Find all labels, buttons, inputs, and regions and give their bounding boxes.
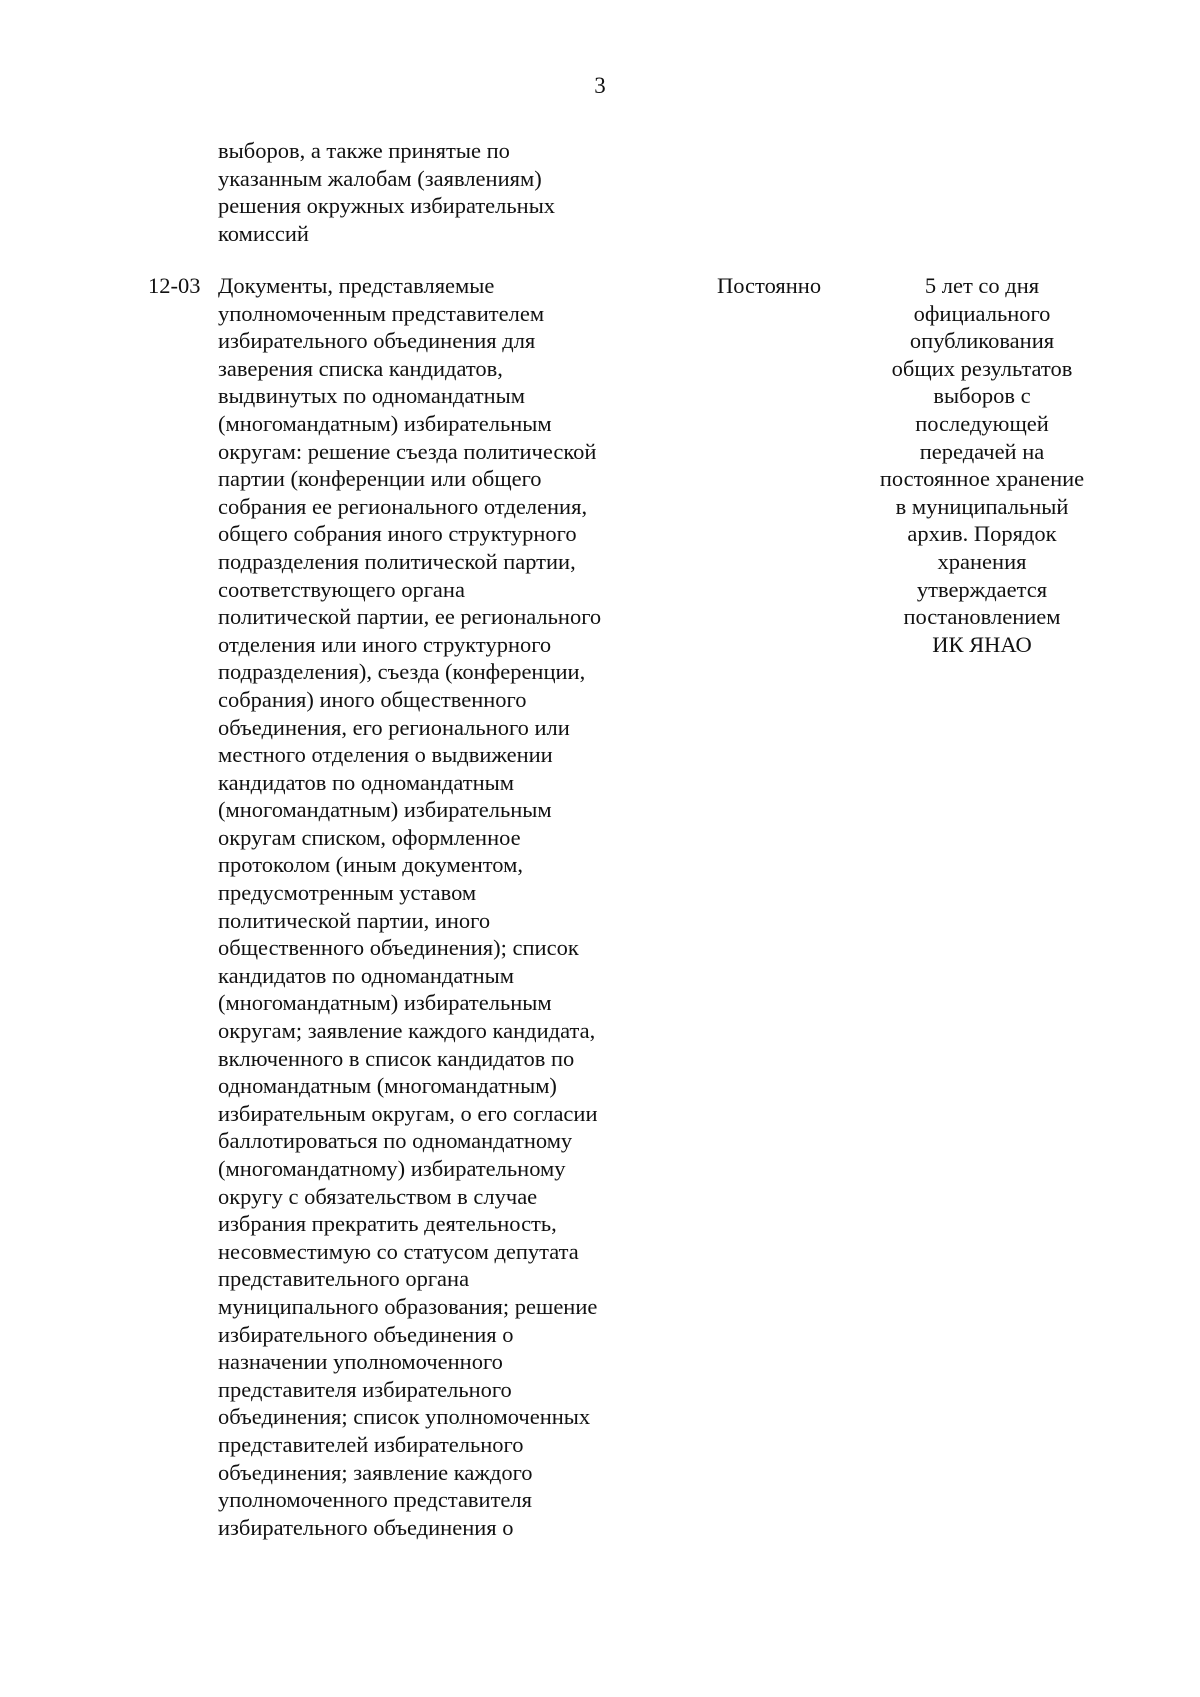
description-line: избирательного объединения для [218,328,536,354]
note-line: выборов с [933,383,1031,409]
description-line: избрания прекратить деятельность, [218,1211,557,1237]
description-line: объединения; список уполномоченных [218,1404,591,1430]
description-line: протоколом (иным документом, [218,852,523,878]
description-line: муниципального образования; решение [218,1293,598,1319]
description-line: назначении уполномоченного [218,1349,503,1375]
description-line: включенного в список кандидатов по [218,1045,575,1071]
description-line: выдвинутых по одномандатным [218,383,525,409]
description-line: политической партии, ее регионального [218,604,602,630]
note-line: общих результатов [891,355,1073,381]
note-line: передачей на [919,438,1045,464]
note-line: хранения [937,548,1027,574]
description-line: одномандатным (многомандатным) [218,1073,557,1099]
description-line: представительного органа [218,1266,470,1292]
description-line: соответствующего органа [218,576,465,602]
description-line: выборов, а также принятые по [218,138,510,163]
description-line: (многомандатным) избирательным [218,410,552,436]
description-line: собрания ее регионального отделения, [218,493,588,519]
description-line: общего собрания иного структурного [218,521,577,547]
note-line: последующей [915,410,1049,436]
row-description [218,272,658,1541]
description-line: избирательным округам, о его согласии [218,1100,598,1126]
description-line: указанным жалобам (заявлениям) [218,165,542,191]
description-line: несовместимую со статусом депутата [218,1238,579,1264]
description-line: баллотироваться по одномандатному [218,1128,573,1154]
description-line: собрания) иного общественного [218,686,527,712]
description-line: решения окружных избирательных [218,193,556,219]
description-line: политической партии, иного [218,907,491,933]
description-line: кандидатов по одномандатным [218,962,515,988]
note-line: ИК ЯНАО [932,631,1032,657]
description-line: избирательного объединения о [218,1321,514,1347]
row-code: 12-03 [148,273,201,298]
description-line: уполномоченного представителя [218,1487,532,1513]
description-line: местного отделения о выдвижении [218,742,553,768]
description-line: избирательного объединения о [218,1514,514,1540]
description-line: округам; заявление каждого кандидата, [218,1018,596,1044]
description-line: (многомандатным) избирательным [218,797,552,823]
description-line: округу с обязательством в случае [218,1183,538,1209]
description-line: представителей избирательного [218,1431,524,1457]
previous-row-description [218,137,658,247]
description-line: представителя избирательного [218,1376,512,1402]
row-note [862,272,1102,658]
note-line: архив. Порядок [907,521,1057,547]
description-line: округам списком, оформленное [218,824,521,850]
description-line: округам: решение съезда политической [218,438,597,464]
description-line: предусмотренным уставом [218,880,477,906]
note-line: официального [913,300,1051,326]
description-line: заверения списка кандидатов, [218,355,503,381]
note-line: постановлением [903,604,1061,630]
description-line: объединения; заявление каждого [218,1459,533,1485]
note-line: в муниципальный [895,493,1069,519]
description-line: объединения, его регионального или [218,714,570,740]
note-line: 5 лет со дня [924,273,1040,298]
description-line: (многомандатному) избирательному [218,1156,566,1181]
description-line: комиссий [218,220,309,246]
description-line: кандидатов по одномандатным [218,769,515,795]
row-storage-term: Постоянно [717,273,822,298]
description-line: отделения или иного структурного [218,631,552,657]
description-line: Документы, представляемые [218,273,495,298]
description-line: партии (конференции или общего [218,466,542,492]
description-line: подразделения политической партии, [218,548,576,574]
note-line: опубликования [909,328,1055,354]
page-number: 3 [594,73,606,98]
description-line: (многомандатным) избирательным [218,990,552,1016]
description-line: подразделения), съезда (конференции, [218,659,586,685]
description-line: общественного объединения); список [218,935,579,961]
description-line: уполномоченным представителем [218,300,545,326]
note-line: утверждается [916,576,1048,602]
note-line: постоянное хранение [879,466,1085,492]
